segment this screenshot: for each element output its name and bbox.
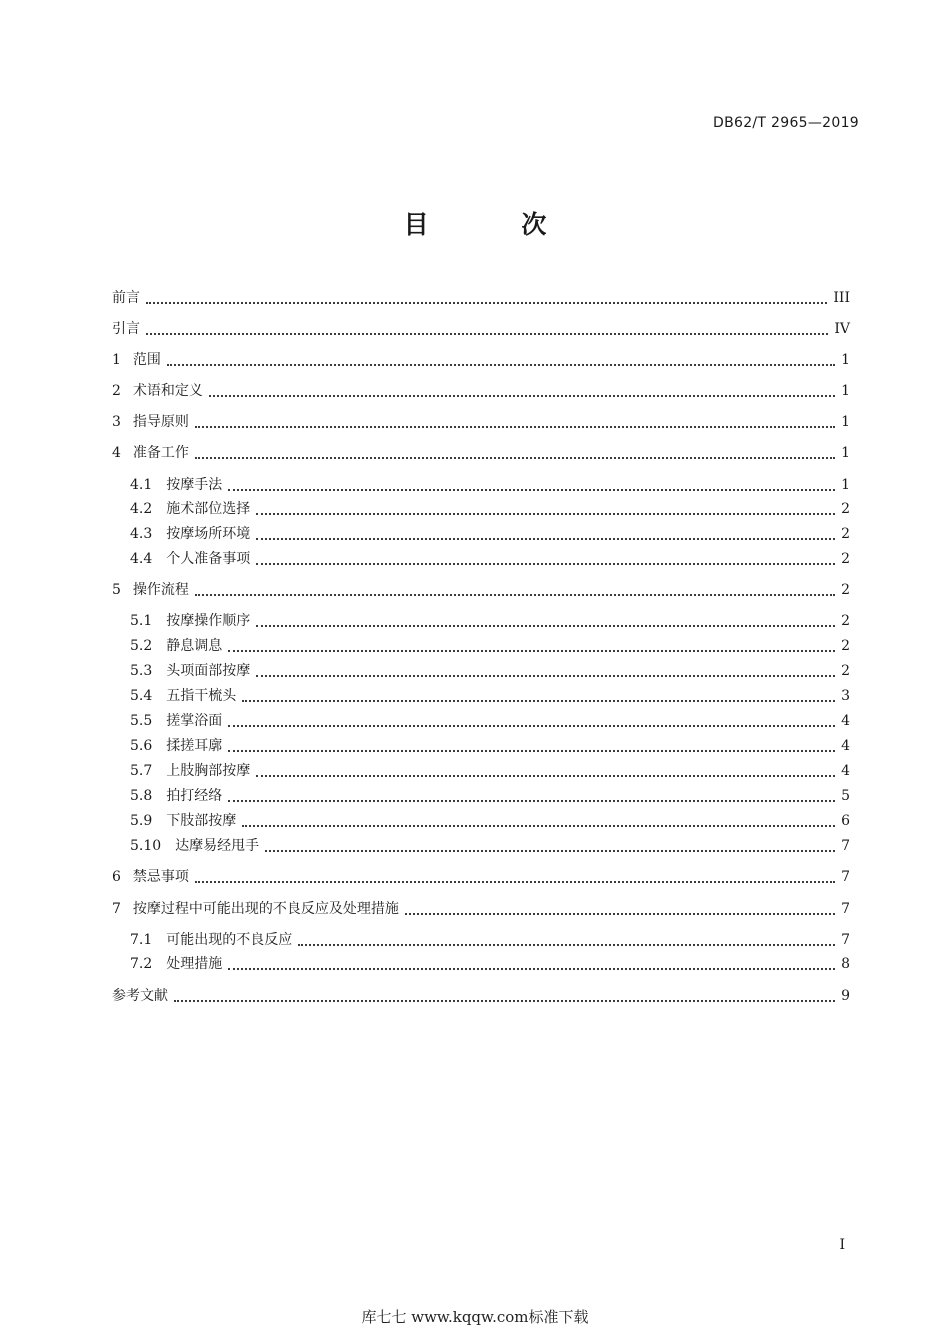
toc-entry-number: 1 xyxy=(112,352,121,368)
toc-leader-dots xyxy=(228,968,835,970)
toc-entry-page: 2 xyxy=(841,613,850,629)
toc-entry-label: 上肢胸部按摩 xyxy=(166,763,251,779)
toc-entry-label: 按摩操作顺序 xyxy=(166,613,251,629)
footer-watermark: 库七七 www.kqqw.com标准下载 xyxy=(361,1308,589,1326)
toc-leader-dots xyxy=(256,675,835,677)
toc-entry-number: 7.1 xyxy=(130,932,153,948)
toc-entry[interactable] xyxy=(130,548,850,570)
toc-entry-page: 6 xyxy=(841,813,850,829)
toc-entry-number: 5.10 xyxy=(130,838,162,854)
toc-entry[interactable] xyxy=(112,579,850,601)
toc-entry-label: 下肢部按摩 xyxy=(166,813,237,829)
standard-code: DB62/T 2965—2019 xyxy=(713,115,859,131)
page-title: 目 次 xyxy=(403,210,589,239)
toc-entry-page: 7 xyxy=(841,901,850,917)
toc-leader-dots xyxy=(195,881,835,883)
toc-entry-label: 可能出现的不良反应 xyxy=(166,932,293,948)
toc-leader-dots xyxy=(228,750,835,752)
toc-entry-page: 2 xyxy=(841,638,850,654)
toc-entry-number: 5.6 xyxy=(130,738,153,754)
toc-entry-label: 施术部位选择 xyxy=(166,501,251,517)
toc-entry[interactable] xyxy=(112,380,850,402)
toc-entry-page: 1 xyxy=(841,477,850,493)
toc-leader-dots xyxy=(174,1000,835,1002)
toc-entry-label: 前言 xyxy=(112,290,140,306)
toc-leader-dots xyxy=(146,333,828,335)
toc-leader-dots xyxy=(256,775,835,777)
toc-entry[interactable] xyxy=(130,474,850,496)
toc-entry-label: 按摩手法 xyxy=(166,477,223,493)
toc-entry-label: 搓掌浴面 xyxy=(166,713,223,729)
toc-entry-label: 禁忌事项 xyxy=(132,869,189,885)
toc-entry-number: 4.4 xyxy=(130,551,153,567)
toc-entry-page: 5 xyxy=(841,788,850,804)
toc-entry-number: 5.9 xyxy=(130,813,153,829)
toc-entry[interactable] xyxy=(130,710,850,732)
toc-entry-number: 7 xyxy=(112,901,121,917)
toc-leader-dots xyxy=(405,913,835,915)
toc-entry-page: 7 xyxy=(841,869,850,885)
toc-entry[interactable] xyxy=(112,442,850,464)
toc-entry-label: 准备工作 xyxy=(132,445,189,461)
toc-entry-label: 揉搓耳廓 xyxy=(166,738,223,754)
toc-entry-number: 4 xyxy=(112,445,121,461)
toc-entry-page: 2 xyxy=(841,663,850,679)
toc-entry-number: 6 xyxy=(112,869,121,885)
toc-leader-dots xyxy=(228,650,835,652)
toc-entry-page: 3 xyxy=(841,688,850,704)
toc-entry[interactable] xyxy=(130,760,850,782)
toc-entry-label: 范围 xyxy=(132,352,161,368)
toc-leader-dots xyxy=(256,625,835,627)
toc-entry[interactable] xyxy=(112,985,850,1007)
toc-entry-label: 操作流程 xyxy=(132,582,189,598)
toc-leader-dots xyxy=(228,800,835,802)
toc-entry-number: 5.5 xyxy=(130,713,153,729)
toc-entry-number: 5.8 xyxy=(130,788,153,804)
toc-entry-number: 4.1 xyxy=(130,477,153,493)
toc-entry-label: 按摩场所环境 xyxy=(166,526,251,542)
toc-entry-page: 4 xyxy=(841,713,850,729)
toc-leader-dots xyxy=(209,395,835,397)
toc-entry-label: 引言 xyxy=(112,321,140,337)
page-number: I xyxy=(839,1237,845,1253)
toc-entry[interactable] xyxy=(130,523,850,545)
toc-leader-dots xyxy=(228,725,835,727)
toc-entry-page: 7 xyxy=(841,932,850,948)
toc-entry[interactable] xyxy=(112,287,850,309)
toc-leader-dots xyxy=(146,302,827,304)
toc-leader-dots xyxy=(265,850,835,852)
toc-entry-label: 参考文献 xyxy=(112,988,168,1004)
toc-entry-number: 3 xyxy=(112,414,121,430)
toc-entry-number: 5.2 xyxy=(130,638,153,654)
toc-entry[interactable] xyxy=(112,898,850,920)
toc-entry-label: 静息调息 xyxy=(166,638,223,654)
toc-entry[interactable] xyxy=(130,660,850,682)
toc-entry-page: 4 xyxy=(841,763,850,779)
toc-entry-number: 4.2 xyxy=(130,501,153,517)
toc-entry-page: 7 xyxy=(841,838,850,854)
toc-leader-dots xyxy=(195,426,835,428)
toc-entry-number: 4.3 xyxy=(130,526,153,542)
toc-leader-dots xyxy=(298,944,835,946)
toc-entry-label: 指导原则 xyxy=(132,414,189,430)
toc-entry-number: 5.4 xyxy=(130,688,153,704)
toc-leader-dots xyxy=(228,489,835,491)
toc-entry[interactable] xyxy=(130,929,850,951)
toc-entry-number: 2 xyxy=(112,383,121,399)
toc-entry-page: III xyxy=(833,290,850,306)
toc-leader-dots xyxy=(242,825,835,827)
toc-leader-dots xyxy=(256,563,835,565)
toc-leader-dots xyxy=(256,513,835,515)
toc-entry[interactable] xyxy=(112,349,850,371)
toc-entry-number: 5.3 xyxy=(130,663,153,679)
toc-leader-dots xyxy=(167,364,835,366)
toc-leader-dots xyxy=(256,538,835,540)
toc-entry[interactable] xyxy=(130,735,850,757)
toc-entry[interactable] xyxy=(130,810,850,832)
toc-leader-dots xyxy=(195,594,835,596)
toc-entry-label: 处理措施 xyxy=(166,956,223,972)
toc-entry-page: 2 xyxy=(841,551,850,567)
toc-leader-dots xyxy=(195,457,835,459)
toc-entry-page: IV xyxy=(834,321,850,337)
toc-entry[interactable] xyxy=(130,685,850,707)
toc-entry-number: 5.7 xyxy=(130,763,153,779)
toc-entry-page: 2 xyxy=(841,526,850,542)
toc-entry[interactable] xyxy=(112,411,850,433)
toc-entry[interactable] xyxy=(112,866,850,888)
toc-entry-label: 拍打经络 xyxy=(166,788,223,804)
toc-entry-page: 1 xyxy=(841,445,850,461)
toc-entry-page: 2 xyxy=(841,501,850,517)
toc-entry-page: 1 xyxy=(841,352,850,368)
toc-entry[interactable] xyxy=(130,835,850,857)
toc-entry-label: 个人准备事项 xyxy=(166,551,251,567)
toc-entry-page: 8 xyxy=(841,956,850,972)
toc-entry-page: 9 xyxy=(841,988,850,1004)
toc-entry-page: 1 xyxy=(841,383,850,399)
toc-entry-number: 7.2 xyxy=(130,956,153,972)
toc-entry[interactable] xyxy=(130,953,850,975)
toc-entry-label: 按摩过程中可能出现的不良反应及处理措施 xyxy=(132,901,399,917)
toc-entry-label: 达摩易经甩手 xyxy=(175,838,260,854)
toc-entry-page: 4 xyxy=(841,738,850,754)
toc-entry-label: 术语和定义 xyxy=(132,383,203,399)
toc-entry[interactable] xyxy=(130,610,850,632)
toc-entry[interactable] xyxy=(130,498,850,520)
toc-entry-label: 头项面部按摩 xyxy=(166,663,251,679)
toc-leader-dots xyxy=(242,700,835,702)
toc-entry-number: 5 xyxy=(112,582,121,598)
toc-entry-page: 1 xyxy=(841,414,850,430)
toc-entry[interactable] xyxy=(130,785,850,807)
toc-entry-page: 2 xyxy=(841,582,850,598)
toc-entry[interactable] xyxy=(130,635,850,657)
toc-entry[interactable] xyxy=(112,318,850,340)
toc-entry-label: 五指干梳头 xyxy=(166,688,237,704)
toc-entry-number: 5.1 xyxy=(130,613,153,629)
